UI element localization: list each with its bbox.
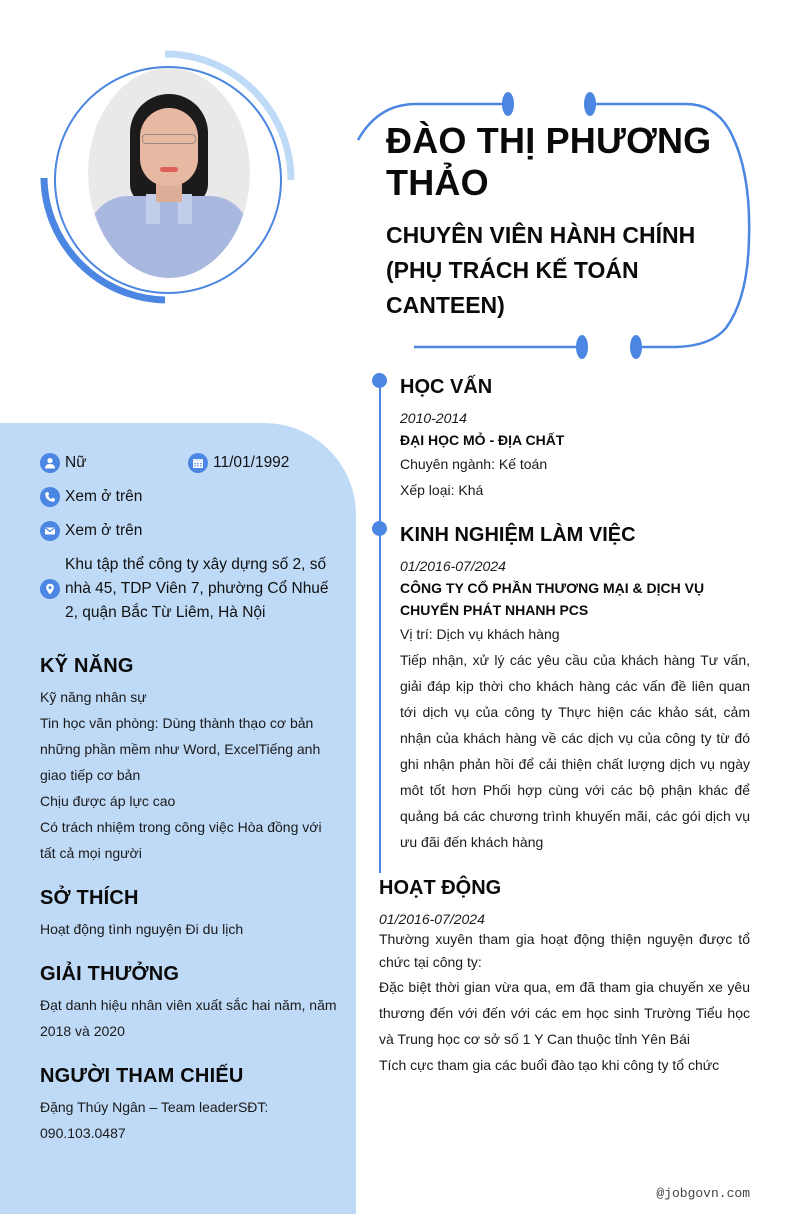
experience-company: CÔNG TY CỔ PHẦN THƯƠNG MẠI & DỊCH VỤ CHUYỂN PHÁT NHANH PCS	[400, 580, 705, 618]
education-section	[400, 376, 750, 503]
experience-date: 01/2016-07/2024	[400, 558, 506, 574]
skill-item: Có trách nhiệm trong công việc Hòa đồng với tất cả mọi người	[40, 819, 322, 861]
skills-title: KỸ NĂNG	[40, 655, 134, 677]
watermark: @jobgovn.com	[656, 1186, 750, 1201]
address-row	[40, 553, 340, 625]
gender-row	[40, 453, 87, 473]
education-grade: Xếp loại: Khá	[400, 482, 484, 498]
education-date: 2010-2014	[400, 410, 467, 426]
experience-position: Vị trí: Dịch vụ khách hàng	[400, 626, 560, 642]
timeline-line	[379, 380, 381, 873]
education-school: ĐẠI HỌC MỎ - ĐỊA CHẤT	[400, 432, 565, 448]
skill-item: Kỹ năng nhân sự	[40, 689, 147, 705]
hobbies-section	[40, 887, 340, 942]
skill-item: Tin học văn phòng: Dùng thành thạo cơ bản những phần mềm như Word, ExcelTiếng anh giao tiếp cơ bản	[40, 715, 321, 783]
mail-icon	[40, 521, 60, 541]
location-pin-icon	[40, 579, 60, 599]
references-section	[40, 1065, 340, 1146]
timeline-dot-experience	[372, 521, 387, 536]
skills-section	[40, 655, 340, 866]
email-row	[40, 521, 142, 541]
email-value[interactable]: Xem ở trên	[65, 522, 143, 539]
awards-section	[40, 963, 340, 1044]
skills-list	[40, 684, 340, 866]
candidate-name: ĐÀO THỊ PHƯƠNG THẢO	[386, 120, 712, 203]
references-text: Đặng Thúy Ngân – Team leaderSĐT: 090.103.0487	[40, 1099, 269, 1141]
activities-paragraph: Tích cực tham gia các buổi đào tạo khi công ty tổ chức	[379, 1057, 720, 1073]
education-title: HỌC VẤN	[400, 376, 493, 398]
awards-text: Đạt danh hiệu nhân viên xuất sắc hai năm, năm 2018 và 2020	[40, 997, 337, 1039]
activities-paragraph: Đặc biệt thời gian vừa qua, em đã tham gia chuyến xe yêu thương đến với đến với các em học sinh Trường Tiểu học và Trung học cơ sở số 1 Y Can thuộc tỉnh Yên Bái	[379, 979, 750, 1047]
experience-description: Tiếp nhận, xử lý các yêu cầu của khách hàng Tư vấn, giải đáp kịp thời cho khách hàng các vấn đề liên quan tới dịch vụ của công ty Thực hiện các khảo sát, cảm nhận của khách hàng về các dịch vụ của công ty từ đó ghi nhận phản hồi để cải thiện chất lượng dịch vụ ngày môt tốt hơn Phối hợp cùng với các bộ phận khác để quảng bá các chương trình khuyến mãi, các gói dịch vụ ưu đãi đến khách hàng	[400, 652, 750, 850]
activities-section	[379, 877, 750, 1078]
phone-row	[40, 487, 142, 507]
hobbies-title: SỞ THÍCH	[40, 887, 139, 909]
hobbies-text: Hoạt động tình nguyện Đi du lịch	[40, 921, 244, 937]
education-major: Chuyên ngành: Kế toán	[400, 456, 548, 472]
calendar-icon	[188, 453, 208, 473]
skill-item: Chịu được áp lực cao	[40, 793, 176, 809]
avatar	[38, 48, 298, 308]
activities-date: 01/2016-07/2024	[379, 911, 485, 927]
job-title: CHUYÊN VIÊN HÀNH CHÍNH (PHỤ TRÁCH KẾ TOÁN CANTEEN)	[386, 222, 696, 318]
gender-value: Nữ	[65, 454, 87, 471]
timeline-dot-education	[372, 373, 387, 388]
phone-value[interactable]: Xem ở trên	[65, 488, 143, 505]
activities-paragraph: Thường xuyên tham gia hoạt động thiện nguyện được tổ chức tại công ty:	[379, 931, 750, 970]
awards-title: GIẢI THƯỞNG	[40, 963, 180, 985]
phone-icon	[40, 487, 60, 507]
experience-section	[400, 524, 750, 855]
birthday-row	[188, 453, 289, 473]
activities-title: HOẠT ĐỘNG	[379, 877, 502, 899]
profile-photo	[88, 68, 250, 278]
user-icon	[40, 453, 60, 473]
references-title: NGƯỜI THAM CHIẾU	[40, 1065, 244, 1087]
birthday-value: 11/01/1992	[213, 454, 290, 471]
address-value: Khu tập thể công ty xây dựng số 2, số nhà 45, TDP Viên 7, phường Cổ Nhuế 2, quận Bắc Từ Liêm, Hà Nội	[65, 556, 329, 621]
experience-title: KINH NGHIỆM LÀM VIỆC	[400, 524, 636, 546]
